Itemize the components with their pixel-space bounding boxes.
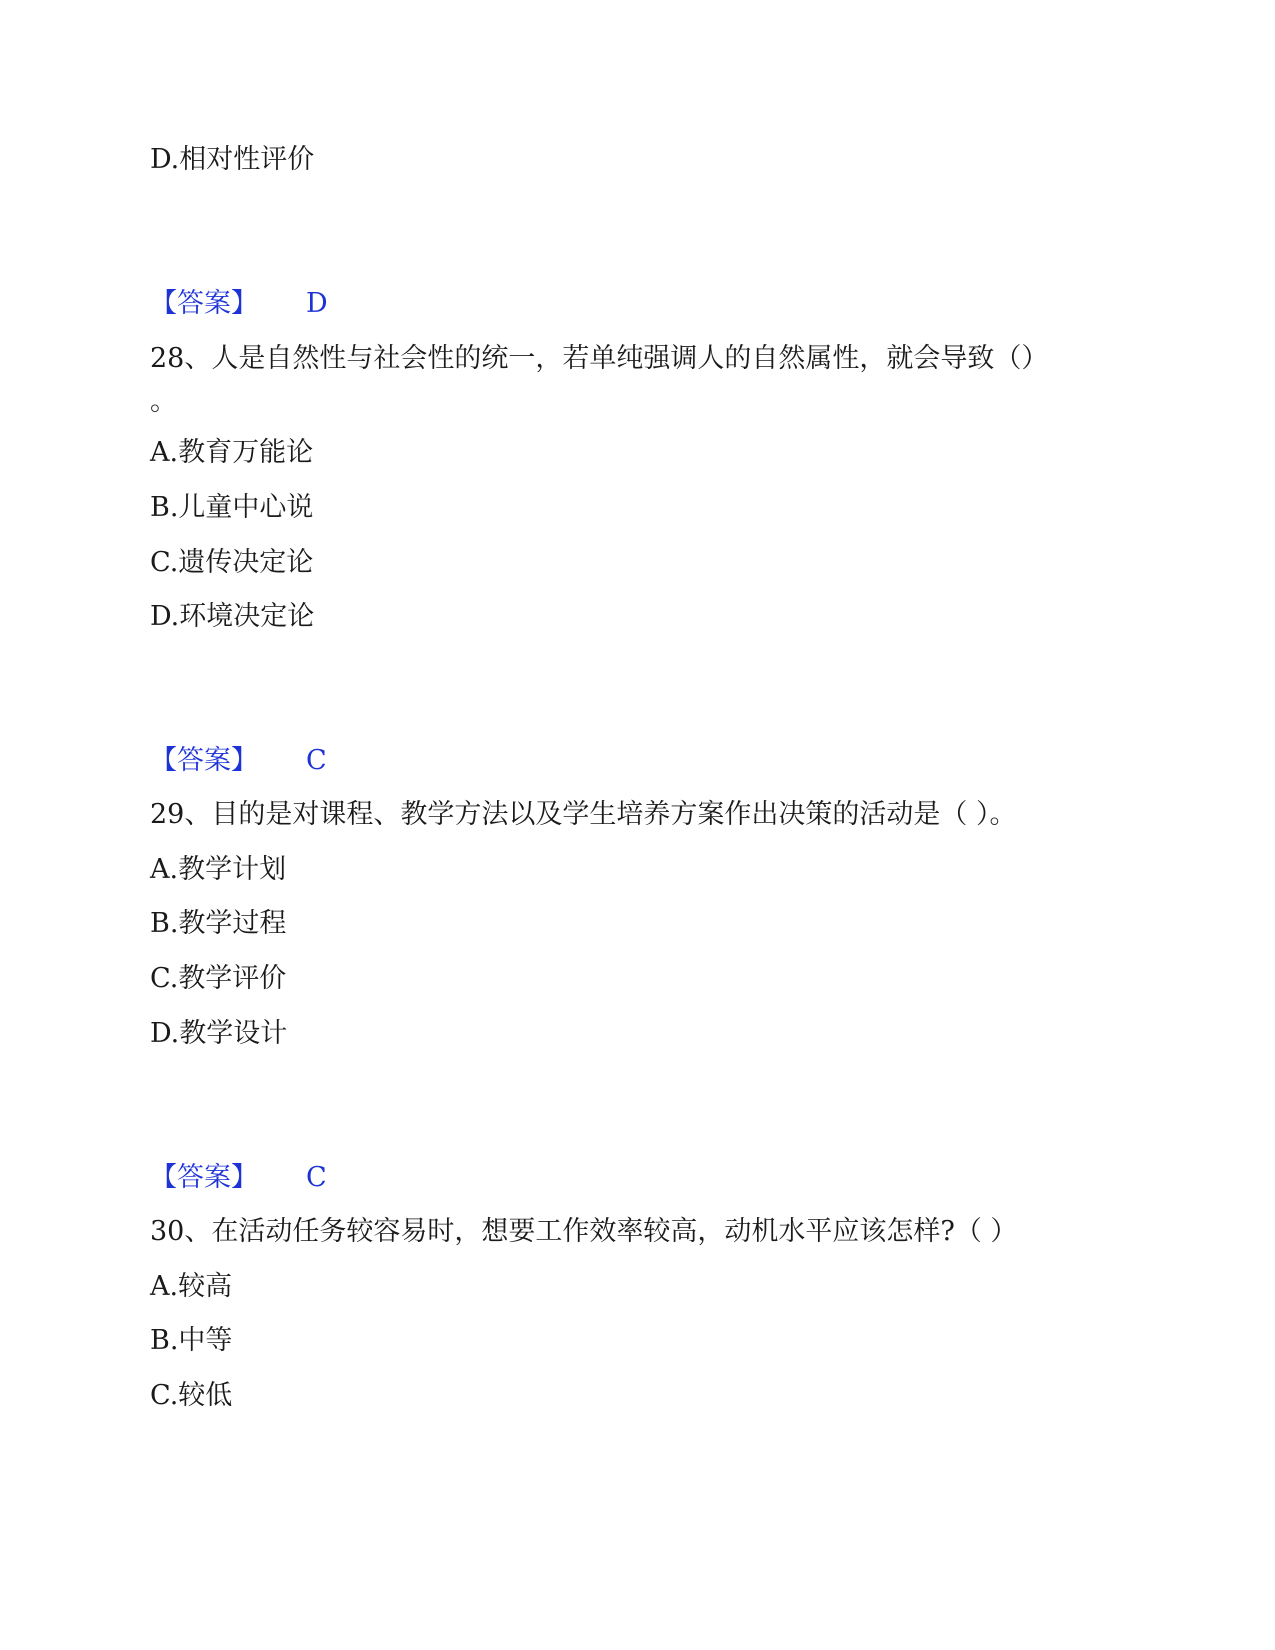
answer-value: C: [306, 745, 327, 776]
option-a: A.较高: [150, 1271, 233, 1302]
answer-tag: 【答案】: [150, 1162, 258, 1193]
option-d: D.环境决定论: [150, 601, 315, 632]
option-c: C.教学评价: [150, 963, 287, 994]
option-b: B.儿童中心说: [150, 492, 314, 523]
option-a: A.教育万能论: [150, 437, 314, 468]
answer-value: D: [306, 288, 328, 319]
option-a: A.教学计划: [150, 854, 287, 885]
option-d: D.教学设计: [150, 1018, 288, 1049]
option-b: B.教学过程: [150, 908, 287, 939]
question-28-continuation: 。: [150, 386, 177, 417]
option-c: C.较低: [150, 1380, 233, 1411]
option-c: C.遗传决定论: [150, 547, 314, 578]
answer-value: C: [306, 1162, 327, 1193]
question-28: 28、人是自然性与社会性的统一，若单纯强调人的自然属性，就会导致（）: [150, 343, 1049, 374]
option-b: B.中等: [150, 1325, 233, 1356]
question-29: 29、目的是对课程、教学方法以及学生培养方案作出决策的活动是（ ）。: [150, 799, 1017, 830]
option-d: D.相对性评价: [150, 144, 315, 175]
question-30: 30、在活动任务较容易时，想要工作效率较高，动机水平应该怎样?（ ）: [150, 1216, 1018, 1247]
answer-line: [150, 1162, 327, 1194]
answer-tag: 【答案】: [150, 745, 258, 776]
answer-tag: 【答案】: [150, 288, 258, 319]
answer-line: [150, 288, 328, 320]
answer-line: [150, 745, 327, 777]
